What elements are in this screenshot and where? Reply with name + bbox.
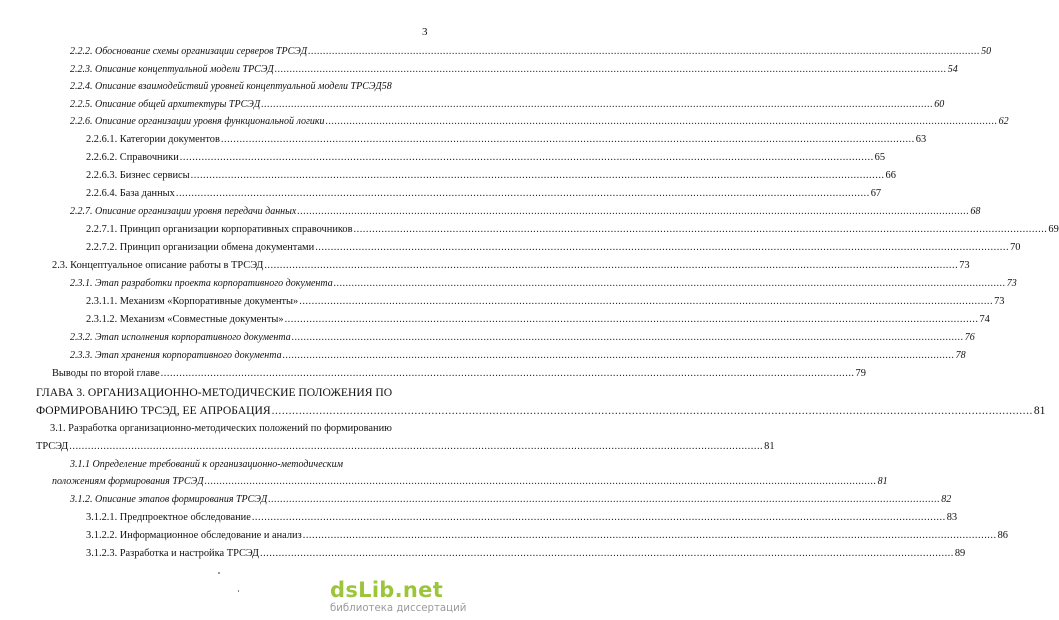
toc-entry-3-1-2[interactable] — [70, 494, 952, 506]
toc-entry-title: 3.1.2.2. Информационное обследование и анализ — [86, 530, 302, 541]
toc-entry-2-2-7-1[interactable] — [86, 224, 1059, 236]
toc-leader-dots — [221, 134, 915, 146]
toc-entry-title: ФОРМИРОВАНИЮ ТРСЭД, ЕЕ АПРОБАЦИЯ — [36, 404, 271, 417]
toc-chapter-3-heading-line: ГЛАВА 3. ОРГАНИЗАЦИОННО-МЕТОДИЧЕСКИЕ ПОЛОЖЕНИЯ ПО — [36, 386, 393, 399]
toc-entry-page: 66 — [885, 170, 896, 181]
toc-entry-2-2-2[interactable] — [70, 46, 992, 58]
toc-entry-title: положениям формирования ТРСЭД — [52, 476, 204, 487]
watermark-subtitle: библиотека диссертаций — [330, 603, 467, 614]
toc-entry-page: 73 — [959, 260, 970, 271]
toc-entry-3-1-1[interactable] — [52, 476, 888, 488]
toc-entry-page: 78 — [955, 350, 966, 361]
toc-leader-dots — [297, 206, 969, 218]
toc-leader-dots — [326, 116, 998, 128]
toc-entry-2-2-6-4[interactable] — [86, 188, 882, 200]
toc-entry-page: 79 — [855, 368, 866, 379]
toc-entry-page: 54 — [947, 64, 958, 75]
toc-entry-page: 81 — [764, 441, 775, 452]
toc-entry-page: 50 — [981, 46, 992, 57]
toc-entry-page: 76 — [964, 332, 975, 343]
toc-entry-title: 3.1.2.1. Предпроектное обследование — [86, 512, 251, 523]
watermark — [330, 578, 467, 618]
toc-entry-page: 81 — [877, 476, 888, 487]
toc-entry-page: 69 — [1048, 224, 1059, 235]
toc-leader-dots — [180, 152, 874, 164]
toc-leader-dots — [315, 242, 1009, 254]
toc-entry-title: ТРСЭД — [36, 441, 69, 452]
toc-entry-title: 3.1.2. Описание этапов формирования ТРСЭД — [70, 494, 268, 505]
toc-entry-2-2-4[interactable] — [70, 81, 412, 93]
toc-leader-dots — [264, 260, 958, 272]
toc-entry-2-3-3[interactable] — [70, 350, 966, 362]
toc-entry-title: 2.2.4. Описание взаимодействий уровней концептуальной модели ТРСЭД — [70, 81, 382, 92]
toc-entry-2-2-3[interactable] — [70, 64, 958, 76]
toc-entry-title: 2.3.1.1. Механизм «Корпоративные документы» — [86, 296, 299, 307]
toc-entry-title: 2.3.2. Этап исполнения корпоративного документа — [70, 332, 291, 343]
toc-leader-dots — [161, 368, 855, 380]
toc-entry-2-2-6-1[interactable] — [86, 134, 927, 146]
toc-leader-dots — [285, 314, 979, 326]
toc-entry-title: 2.3.1.2. Механизм «Совместные документы» — [86, 314, 284, 325]
toc-entry-page: 62 — [998, 116, 1009, 127]
toc-entry-title: 2.2.3. Описание концептуальной модели ТРСЭД — [70, 64, 274, 75]
toc-entry-page: 70 — [1010, 242, 1021, 253]
toc-entry-2-2-6-2[interactable] — [86, 152, 886, 164]
toc-entry-3-1[interactable] — [36, 441, 775, 453]
toc-entry-page: 60 — [934, 99, 945, 110]
toc-entry-title: 2.2.5. Описание общей архитектуры ТРСЭД — [70, 99, 261, 110]
toc-entry-page: 73 — [994, 296, 1005, 307]
toc-entry-2-2-7-2[interactable] — [86, 242, 1021, 254]
toc-entry-2-2-6-3[interactable] — [86, 170, 896, 182]
toc-entry-page: 68 — [970, 206, 981, 217]
toc-entry-title: 2.2.6.1. Категории документов — [86, 134, 220, 145]
toc-entry-2-3-1-1[interactable] — [86, 296, 1005, 308]
watermark-logo: dsLib.net — [330, 578, 444, 602]
toc-entry-title: 2.2.6.4. База данных — [86, 188, 175, 199]
toc-entry-3-1-2-3[interactable] — [86, 548, 966, 560]
toc-leader-dots — [252, 512, 946, 524]
toc-entry-title: 2.3.1. Этап разработки проекта корпоративного документа — [70, 278, 333, 289]
toc-leader-dots — [205, 476, 877, 488]
toc-entry-title: 2.2.6.2. Справочники — [86, 152, 179, 163]
toc-entry-2-3-2[interactable] — [70, 332, 975, 344]
toc-entry-title: 2.2.7. Описание организации уровня передачи данных — [70, 206, 297, 217]
toc-leader-dots — [334, 278, 1006, 290]
toc-entry-title: 2.3.3. Этап хранения корпоративного документа — [70, 350, 282, 361]
toc-entry-chapter-3[interactable] — [36, 404, 1046, 417]
toc-entry-page: 82 — [941, 494, 952, 505]
toc-entry-title: 2.2.7.2. Принцип организации обмена документами — [86, 242, 315, 253]
toc-entry-title: 3.1.2.3. Разработка и настройка ТРСЭД — [86, 548, 259, 559]
toc-entry-page: 89 — [954, 548, 966, 559]
toc-entry-chapter-2-conclusions[interactable] — [52, 368, 866, 380]
toc-entry-page: 63 — [915, 134, 927, 145]
toc-leader-dots — [268, 494, 940, 506]
toc-leader-dots — [283, 350, 955, 362]
toc-leader-dots — [260, 548, 954, 560]
toc-leader-dots — [299, 296, 993, 308]
scan-speck — [238, 590, 239, 592]
toc-entry-title: 2.2.6.3. Бизнес сервисы — [86, 170, 190, 181]
scan-speck — [218, 572, 220, 574]
toc-entry-2-2-6[interactable] — [70, 116, 1009, 128]
toc-leader-dots — [69, 441, 763, 453]
toc-leader-dots — [261, 99, 933, 111]
toc-entry-2-3-1[interactable] — [70, 278, 1017, 290]
toc-entry-3-1-heading-line: 3.1. Разработка организационно-методических положений по формированию — [50, 423, 392, 434]
toc-entry-3-1-2-1[interactable] — [86, 512, 958, 524]
toc-leader-dots — [275, 64, 947, 76]
toc-leader-dots — [176, 188, 870, 200]
toc-entry-2-3-1-2[interactable] — [86, 314, 990, 326]
toc-entry-title: 2.2.6. Описание организации уровня функциональной логики — [70, 116, 325, 127]
toc-entry-page: 67 — [870, 188, 882, 199]
toc-leader-dots — [272, 405, 1033, 417]
toc-leader-dots — [191, 170, 885, 182]
toc-entry-page: 74 — [979, 314, 990, 325]
toc-leader-dots — [303, 530, 997, 542]
toc-entry-3-1-1-heading-line: 3.1.1 Определение требований к организационно-методическим — [70, 459, 343, 470]
toc-entry-page: 65 — [874, 152, 886, 163]
toc-entry-2-3[interactable] — [52, 260, 970, 272]
toc-leader-dots — [354, 224, 1048, 236]
page-number: 3 — [422, 26, 428, 38]
toc-entry-title: 2.2.7.1. Принцип организации корпоративных справочников — [86, 224, 353, 235]
toc-entry-title: Выводы по второй главе — [52, 368, 160, 379]
toc-leader-dots — [308, 46, 980, 58]
toc-entry-title: 2.3. Концептуальное описание работы в ТРСЭД — [52, 260, 264, 271]
toc-entry-3-1-2-2[interactable] — [86, 530, 1008, 542]
toc-entry-2-2-5[interactable] — [70, 99, 945, 111]
toc-entry-page: 73 — [1006, 278, 1017, 289]
toc-entry-page: 86 — [997, 530, 1008, 541]
toc-entry-page: 83 — [946, 512, 958, 523]
toc-leader-dots — [292, 332, 964, 344]
toc-entry-title: 2.2.2. Обоснование схемы организации серверов ТРСЭД — [70, 46, 308, 57]
toc-entry-2-2-7[interactable] — [70, 206, 981, 218]
toc-entry-page: 58 — [381, 81, 392, 92]
toc-entry-page: 81 — [1033, 404, 1046, 417]
